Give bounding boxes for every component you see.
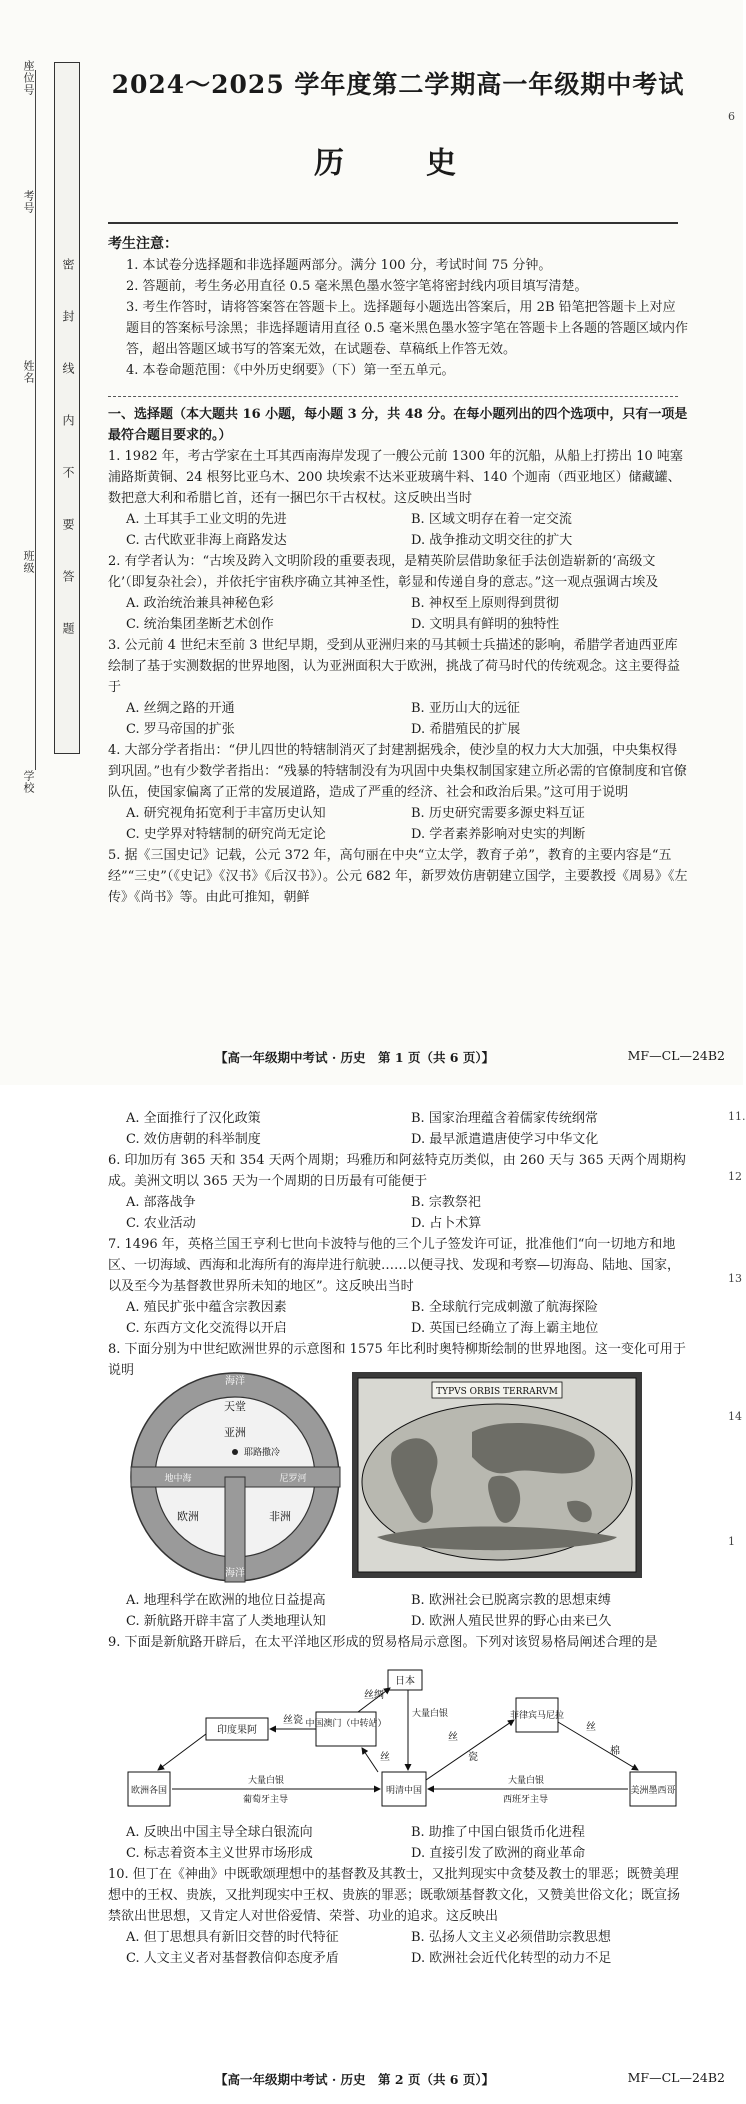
label-silver-europe: 大量白银 xyxy=(248,1776,285,1786)
label-silk-manila: 丝 xyxy=(448,1732,458,1743)
paradise-label: 天堂 xyxy=(224,1400,246,1413)
notice-block xyxy=(108,234,688,381)
option: A. 殖民扩张中蕴含宗教因素 xyxy=(126,1300,287,1315)
nile-label: 尼罗河 xyxy=(279,1474,307,1484)
question-stem: 5. 据《三国史记》记载，公元 372 年，高句丽在中央“立太学，教育子弟”，教育的主要内容是“五经”“三史”（《史记》《汉书》《后汉书》）。公元 682 年，新罗效仿唐朝建立国学，主要教授《周易》《左传》《尚书》等。由此可推知，朝鲜 xyxy=(108,848,688,905)
notice-item: 2. 答题前，考生务必用直径 0.5 毫米黑色墨水签字笔将密封线内项目填写清楚。 xyxy=(126,279,588,294)
gutter-line xyxy=(35,70,36,770)
option: B. 弘扬人文主义必须借助宗教思想 xyxy=(411,1930,611,1945)
notice-item: 4. 本卷命题范围：《中外历史纲要》（下）第一至五单元。 xyxy=(126,363,455,378)
option: D. 学者素养影响对史实的判断 xyxy=(411,827,586,842)
notice-item: 1. 本试卷分选择题和非选择题两部分。满分 100 分，考试时间 75 分钟。 xyxy=(126,258,552,273)
node-manila: 菲律宾马尼拉 xyxy=(509,1711,565,1721)
footer-label: 【高一年级期中考试 · 历史 第 2 页（共 6 页）】 xyxy=(215,2072,495,2087)
option: A. 土耳其手工业文明的先进 xyxy=(126,512,287,527)
option: C. 人文主义者对基督教信仰态度矛盾 xyxy=(126,1951,339,1966)
option: A. 丝绸之路的开通 xyxy=(126,701,235,716)
option: C. 罗马帝国的扩张 xyxy=(126,722,235,737)
option: A. 地理科学在欧洲的地位日益提高 xyxy=(126,1593,326,1608)
question-options xyxy=(108,1822,688,1864)
option: D. 最早派遣遣唐使学习中华文化 xyxy=(411,1132,599,1147)
node-goa: 印度果阿 xyxy=(217,1725,257,1736)
t-o-map-svg xyxy=(128,1370,343,1585)
mediterranean-label: 地中海 xyxy=(164,1474,192,1484)
node-japan: 日本 xyxy=(395,1676,415,1687)
option: D. 文明具有鲜明的独特性 xyxy=(411,617,560,632)
option: D. 欧洲社会近代化转型的动力不足 xyxy=(411,1951,612,1966)
edge-mark: 6 xyxy=(728,110,735,123)
question-stem: 3. 公元前 4 世纪末至前 3 世纪早期，受到从亚洲归来的马其顿士兵描述的影响，希腊学者迪西亚库绘制了基于实测数据的世界地图，认为亚洲面积大于欧洲，挑战了荷马时代的传统观念。这主要得益于 xyxy=(108,638,681,695)
section-heading: 一、选择题（本大题共 16 小题，每小题 3 分，共 48 分。在每小题列出的四个选项中，只有一项是最符合题目要求的。） xyxy=(108,407,688,443)
question-options xyxy=(108,803,688,845)
question-stem: 6. 印加历有 365 天和 354 天两个周期；玛雅历和阿兹特克历类似，由 260 天与 365 天两个周期构成。美洲文明以 365 天为一个周期的日历最有可能便于 xyxy=(108,1153,686,1189)
paper-code: MF—CL—24B2 xyxy=(627,1048,725,1063)
map-banner-text: TYPVS ORBIS TERRARVM xyxy=(436,1387,558,1397)
option: D. 希腊殖民的扩展 xyxy=(411,722,521,737)
option: B. 欧洲社会已脱离宗教的思想束缚 xyxy=(411,1593,611,1608)
option: C. 史学界对特辖制的研究尚无定论 xyxy=(126,827,326,842)
page-footer xyxy=(215,1048,735,1066)
option: B. 亚历山大的远征 xyxy=(411,701,520,716)
seal-line-text: 密 封 线 内 不 要 答 题 xyxy=(61,258,75,648)
option: C. 统治集团垄断艺术创作 xyxy=(126,617,274,632)
option: C. 东西方文化交流得以开启 xyxy=(126,1321,287,1336)
question-stem: 1. 1982 年，考古学家在土耳其西南海岸发现了一艘公元前 1300 年的沉船，从船上打捞出 10 吨塞浦路斯黄铜、24 根努比亚乌木、200 块埃索不达米亚玻璃牛料、140 个迦南（西亚地区）储藏罐、数把意大利和希腊匕首，还有一捆巴尔干古权杖。这反映出当时 xyxy=(108,449,683,506)
exam-title: 2024～2025 学年度第二学期高一年级期中考试 xyxy=(111,70,685,99)
notice-item: 3. 考生作答时，请将答案答在答题卡上。选择题每小题选出答案后，用 2B 铅笔把答题卡上对应题目的答案标号涂黑；非选择题请用直径 0.5 毫米黑色墨水签字笔在答题卡上各题的答题区域内作答，超出答题区域书写的答案无效，在试题卷、草稿纸上作答无效。 xyxy=(126,300,688,357)
label-portugal: 葡萄牙主导 xyxy=(243,1795,289,1805)
node-mexico: 美洲墨西哥 xyxy=(630,1786,676,1796)
school-label: 学校 xyxy=(22,770,35,794)
label-porcelain-manila: 瓷 xyxy=(468,1752,478,1763)
class-label: 班级 xyxy=(22,550,35,574)
node-macao: 中国澳门（中转站） xyxy=(305,1719,387,1729)
ortelius-world-map xyxy=(352,1372,642,1578)
option: B. 国家治理蕴含着儒家传统纲常 xyxy=(411,1111,598,1126)
question-options xyxy=(108,1590,688,1632)
option: D. 英国已经确立了海上霸主地位 xyxy=(411,1321,599,1336)
question-options xyxy=(108,1297,688,1339)
notice-divider xyxy=(108,396,678,397)
option: D. 欧洲人殖民世界的野心由来已久 xyxy=(411,1614,612,1629)
option: B. 宗教祭祀 xyxy=(411,1195,481,1210)
label-silver-mexico: 大量白银 xyxy=(508,1776,545,1786)
ocean-top-label: 海洋 xyxy=(225,1376,245,1387)
label-silk-macao: 丝 xyxy=(380,1752,390,1763)
footer-label: 【高一年级期中考试 · 历史 第 1 页（共 6 页）】 xyxy=(215,1050,495,1065)
world-map-svg xyxy=(352,1372,642,1578)
option: A. 但丁思想具有新旧交替的时代特征 xyxy=(126,1930,339,1945)
option: B. 助推了中国白银货币化进程 xyxy=(411,1825,585,1840)
label-cotton: 棉 xyxy=(610,1746,620,1757)
option: A. 反映出中国主导全球白银流向 xyxy=(126,1825,313,1840)
option: B. 神权至上原则得到贯彻 xyxy=(411,596,559,611)
label-silk-mexico: 丝 xyxy=(586,1722,596,1733)
option: D. 战争推动文明交往的扩大 xyxy=(411,533,573,548)
option: B. 历史研究需要多源史料互证 xyxy=(411,806,585,821)
option: D. 占卜术算 xyxy=(411,1216,482,1231)
questions-block-4 xyxy=(108,1822,688,1969)
option: D. 直接引发了欧洲的商业革命 xyxy=(411,1846,586,1861)
trade-diagram-svg xyxy=(118,1668,696,1818)
question-stem: 9. 下面是新航路开辟后，在太平洋地区形成的贸易格局示意图。下列对该贸易格局阐述合理的是 xyxy=(108,1635,658,1650)
option: C. 新航路开辟丰富了人类地理认知 xyxy=(126,1614,326,1629)
edge-mark: 14 xyxy=(728,1410,742,1423)
question-options xyxy=(108,593,688,635)
option: C. 农业活动 xyxy=(126,1216,196,1231)
question-options xyxy=(108,698,688,740)
seal-line-box xyxy=(54,62,80,754)
edge-mark: 13 xyxy=(728,1272,742,1285)
option: C. 效仿唐朝的科举制度 xyxy=(126,1132,261,1147)
name-label: 姓名 xyxy=(22,360,35,384)
question-options xyxy=(108,1927,688,1969)
question-stem: 8. 下面分别为中世纪欧洲世界的示意图和 1575 年比利时奥特柳斯绘制的世界地图。这一变化可用于说明 xyxy=(108,1342,686,1378)
trade-pattern-diagram xyxy=(118,1668,696,1818)
node-ming-qing: 明清中国 xyxy=(385,1786,423,1796)
header-divider xyxy=(108,222,678,224)
questions-block-1 xyxy=(108,404,688,908)
edge-mark: 1 xyxy=(728,1535,735,1548)
edge-mark: 11. xyxy=(728,1110,746,1123)
option: B. 全球航行完成刺激了航海探险 xyxy=(411,1300,598,1315)
notice-heading: 考生注意： xyxy=(108,236,178,252)
question-stem: 2. 有学者认为：“古埃及跨入文明阶段的重要表现，是精英阶层借助象征手法创造崭新的‘高级文化’（即复杂社会），并依托宇宙秩序确立其神圣性，彰显和传递自身的意志。”这一观点强调古埃及 xyxy=(108,554,659,590)
label-silk-japan: 丝绸 xyxy=(364,1690,384,1701)
option: A. 部落战争 xyxy=(126,1195,196,1210)
option: A. 政治统治兼具神秘色彩 xyxy=(126,596,274,611)
subject-title: 历 史 xyxy=(314,146,482,181)
option: B. 区域文明存在着一定交流 xyxy=(411,512,572,527)
question-stem: 10. 但丁在《神曲》中既歌颂理想中的基督教及其教士，又批判现实中贪婪及教士的罪恶；既赞美理想中的王权、贵族，又批判现实中王权、贵族的罪恶；既歌颂基督教文化，又赞美世俗文化；既宣扬禁欲出世思想，又肯定人对世俗爱情、荣誉、功业的追求。这反映出 xyxy=(108,1867,681,1924)
africa-label: 非洲 xyxy=(269,1510,291,1523)
seat-number-label: 座位号 xyxy=(22,60,35,96)
label-silver-japan: 大量白银 xyxy=(412,1709,449,1719)
edge-mark: 12 xyxy=(728,1170,742,1183)
question-options xyxy=(108,1192,688,1234)
option: C. 古代欧亚非海上商路发达 xyxy=(126,533,287,548)
exam-number-label: 考号 xyxy=(22,190,35,214)
option: A. 研究视角拓宽利于丰富历史认知 xyxy=(126,806,326,821)
questions-block-3 xyxy=(108,1590,688,1653)
ocean-bottom-label: 海洋 xyxy=(225,1568,245,1579)
asia-label: 亚洲 xyxy=(224,1426,246,1439)
question-stem: 4. 大部分学者指出：“伊儿四世的特辖制消灭了封建割据残余，使沙皇的权力大大加强，中央集权得到巩固。”也有少数学者指出：“残暴的特辖制没有为巩固中央集权制国家建立所必需的官僚制度和官僚队伍，使国家偏离了正常的发展道路，造成了严重的经济、社会和政治后果。”这可用于说明 xyxy=(108,743,687,800)
europe-label: 欧洲 xyxy=(177,1510,199,1523)
paper-code: MF—CL—24B2 xyxy=(627,2070,725,2085)
question-stem: 7. 1496 年，英格兰国王亨利七世向卡波特与他的三个儿子签发许可证，批准他们“向一切地方和地区、一切海域、西海和北海所有的海岸进行航驶……以便寻找、发现和考察—切海岛、陆地、国家，以及至今为基督教世界所未知的地区”。这反映出当时 xyxy=(108,1237,681,1294)
label-spain: 西班牙主导 xyxy=(503,1795,549,1805)
t-o-map-figure xyxy=(128,1370,343,1585)
question-options xyxy=(108,509,688,551)
jerusalem-label: 耶路撒冷 xyxy=(244,1448,281,1458)
page-footer-2 xyxy=(215,2070,735,2088)
label-silk-porcelain-india: 丝瓷 xyxy=(283,1715,303,1726)
option: C. 标志着资本主义世界市场形成 xyxy=(126,1846,313,1861)
node-europe: 欧洲各国 xyxy=(130,1786,168,1796)
question-options xyxy=(108,1108,688,1150)
questions-block-2 xyxy=(108,1108,688,1381)
option: A. 全面推行了汉化政策 xyxy=(126,1111,261,1126)
